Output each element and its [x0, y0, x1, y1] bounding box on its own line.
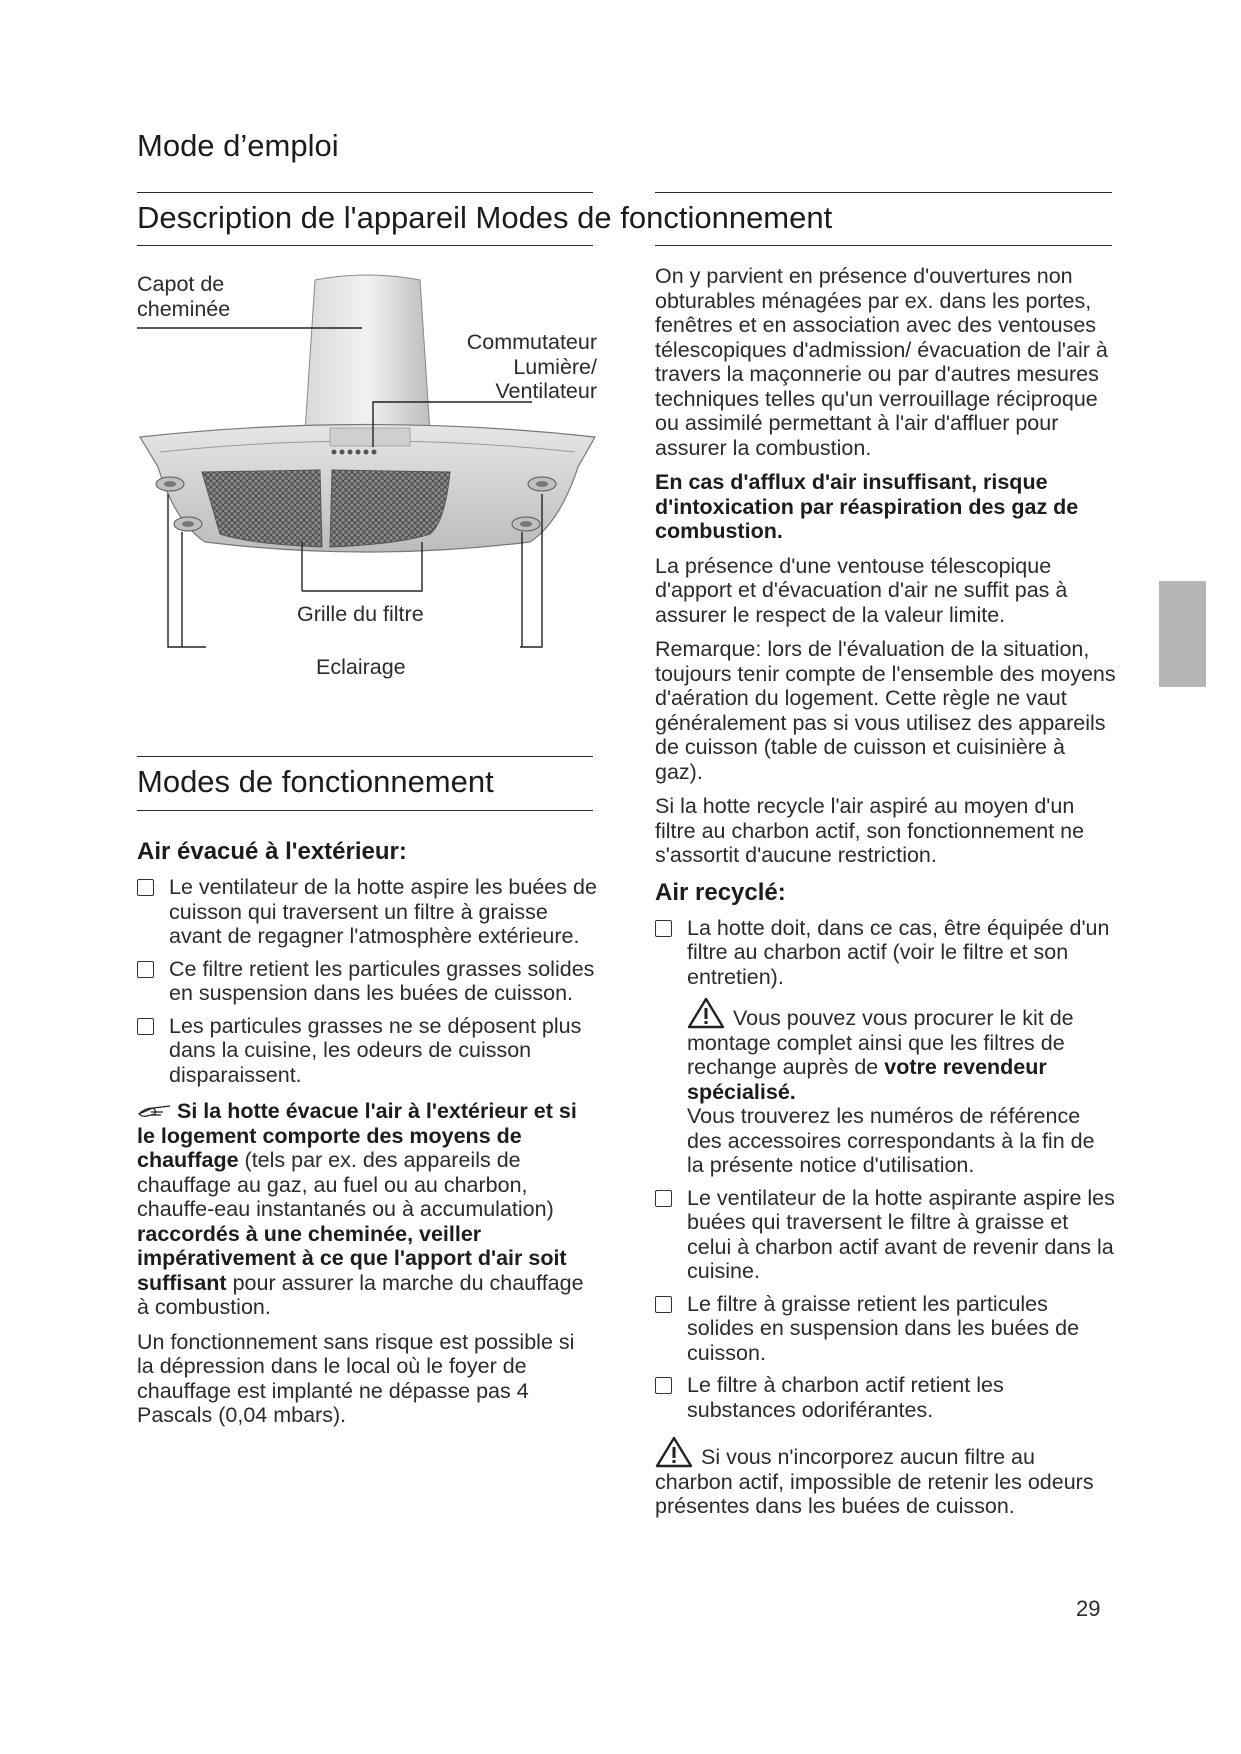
warning-triangle-icon	[687, 997, 725, 1029]
section-title-description: Description de l'appareil Modes de fonctionnement	[137, 200, 833, 235]
kit-warning: Vous pouvez vous procurer le kit de montage complet ainsi que les filtres de rechange auprès de votre revendeur spécialisé. Vous trouverez les numéros de référence des accessoires correspondants à la fin de la présente notice d'utilisation.	[655, 997, 1117, 1178]
paragraph: La présence d'une ventouse télescopique d'apport et d'évacuation d'air ne suffit pas à assurer le respect de la valeur limite.	[655, 553, 1068, 627]
checkbox-bullet-icon	[137, 961, 154, 978]
label-commutateur: Commutateur Lumière/ Ventilateur	[466, 330, 597, 403]
checkbox-bullet-icon	[137, 1018, 154, 1035]
charcoal-warning: Si vous n'incorporez aucun filtre au charbon actif, impossible de retenir les odeurs présentes dans les buées de cuisson.	[655, 1436, 1117, 1519]
heating-note: Si la hotte évacue l'air à l'extérieur et si le logement comporte des moyens de chauffage (tels par ex. des appareils de chauffage au gaz, au fuel ou au charbon, chauffe-eau instantanés ou à accumulation) raccordés à une cheminée, veiller impérativement à ce que l'apport d'air soit suffisant pour assurer la marche du chauffage à combustion.	[137, 1099, 584, 1319]
divider	[655, 245, 1112, 246]
pointing-hand-icon	[137, 1102, 173, 1120]
list-item: Le ventilateur de la hotte aspirante aspire les buées qui traversent le filtre à graisse et celui à charbon actif avant de revenir dans la cuisine.	[655, 1186, 1117, 1284]
list-item: La hotte doit, dans ce cas, être équipée d'un filtre au charbon actif (voir le filtre et son entretien).	[655, 916, 1117, 990]
checkbox-bullet-icon	[655, 1377, 672, 1394]
warning-triangle-icon	[655, 1436, 693, 1468]
chapter-side-tab	[1159, 581, 1206, 687]
section-title-modes: Modes de fonctionnement	[137, 764, 494, 799]
danger-warning: En cas d'afflux d'air insuffisant, risque d'intoxication par réaspiration des gaz de combustion.	[655, 470, 1079, 543]
list-item: Les particules grasses ne se déposent plus dans la cuisine, les odeurs de cuisson disparaissent.	[137, 1014, 597, 1088]
divider	[137, 810, 593, 811]
right-column	[655, 264, 1117, 1529]
paragraph: Remarque: lors de l'évaluation de la situation, toujours tenir compte de l'ensemble des moyens d'aération du logement. Cette règle ne vaut généralement pas si vous utilisez des appareils de cuisson (table de cuisson et cuisinière à gaz).	[655, 637, 1116, 784]
list-item: Le filtre à charbon actif retient les substances odoriférantes.	[655, 1373, 1117, 1422]
list-item: Le filtre à graisse retient les particules solides en suspension dans les buées de cuisson.	[655, 1292, 1117, 1366]
paragraph: On y parvient en présence d'ouvertures non obturables ménagées par ex. dans les portes, fenêtres et en association avec des ventouses télescopiques d'admission/ évacuation de l'air à travers la maçonnerie ou par d'autres mesures techniques telles qu'un verrouillage réciproque ou assimilé permettant à l'air d'affluer pour assurer la combustion.	[655, 264, 1108, 460]
page-number: 29	[1076, 1596, 1101, 1621]
left-column	[137, 837, 597, 1438]
checkbox-bullet-icon	[655, 920, 672, 937]
paragraph: Si la hotte recycle l'air aspiré au moyen d'un filtre au charbon actif, son fonctionnement ne s'assortit d'aucune restriction.	[655, 794, 1085, 867]
divider	[137, 245, 593, 246]
document-title: Mode d’emploi	[137, 128, 339, 163]
list-item: Ce filtre retient les particules grasses solides en suspension dans les buées de cuisson.	[137, 957, 597, 1006]
checkbox-bullet-icon	[137, 879, 154, 896]
air-evacue-heading: Air évacué à l'extérieur:	[137, 838, 407, 865]
divider	[655, 192, 1112, 193]
divider	[137, 192, 593, 193]
checkbox-bullet-icon	[655, 1190, 672, 1207]
air-recycle-heading: Air recyclé:	[655, 878, 786, 906]
list-item: Le ventilateur de la hotte aspire les buées de cuisson qui traversent un filtre à graisse avant de regagner l'atmosphère extérieure.	[137, 875, 597, 949]
pressure-paragraph: Un fonctionnement sans risque est possible si la dépression dans le local où le foyer de chauffage est implanté ne dépasse pas 4 Pascals (0,04 mbars).	[137, 1329, 575, 1427]
label-capot: Capot de cheminée	[137, 272, 231, 321]
divider	[137, 756, 593, 757]
checkbox-bullet-icon	[655, 1296, 672, 1313]
label-grille-du-filtre: Grille du filtre	[297, 602, 424, 626]
label-eclairage: Eclairage	[316, 655, 406, 679]
